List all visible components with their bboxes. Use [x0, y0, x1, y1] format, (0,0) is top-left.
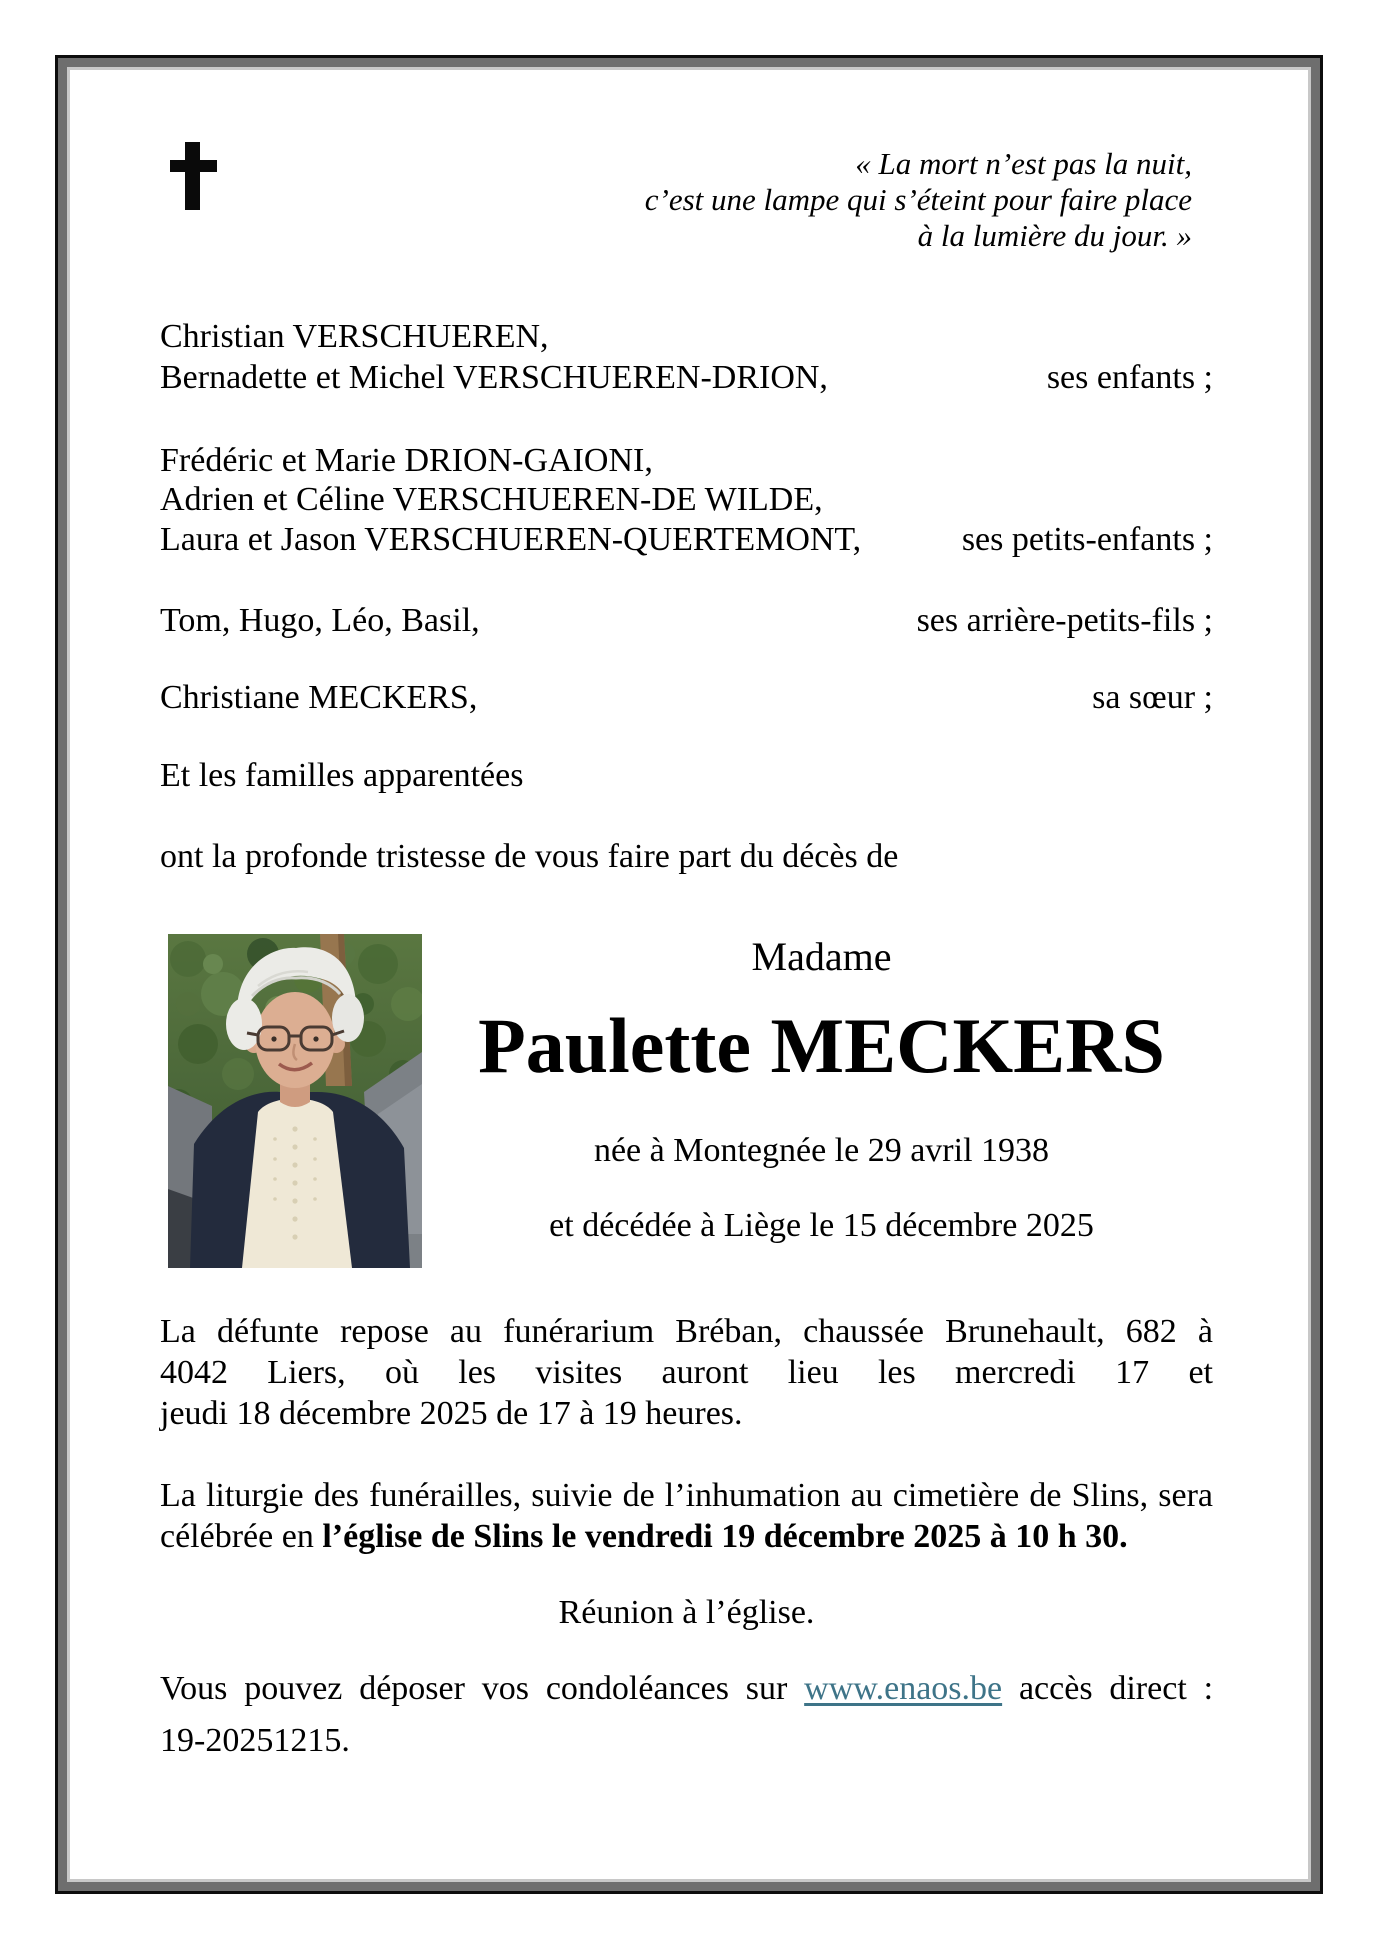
condolence-reference: 19-20251215.	[160, 1722, 350, 1759]
family-names: Laura et Jason VERSCHUEREN-QUERTEMONT,	[160, 521, 862, 558]
deceased-name: Paulette MECKERS	[478, 1002, 1165, 1089]
family-names: Christian VERSCHUEREN,	[160, 318, 549, 355]
family-row	[160, 479, 1213, 520]
family-row	[160, 440, 1213, 481]
liturgy-line: La liturgie des funérailles, suivie de l’inhumation au cimetière de Slins, sera	[160, 1477, 1213, 1514]
liturgy-line: célébrée en l’église de Slins le vendredi 19 décembre 2025 à 10 h 30.	[160, 1518, 1128, 1555]
family-names: Et les familles apparentées	[160, 757, 524, 794]
family-names: Tom, Hugo, Léo, Basil,	[160, 602, 480, 639]
death-line: et décédée à Liège le 15 décembre 2025	[549, 1207, 1094, 1244]
quote-line-1: « La mort n’est pas la nuit,	[855, 146, 1192, 181]
wake-line: jeudi 18 décembre 2025 de 17 à 19 heures.	[160, 1395, 743, 1432]
deceased-title: Madame	[751, 934, 892, 979]
birth-line: née à Montegnée le 29 avril 1938	[593, 1132, 1050, 1169]
family-row	[160, 519, 1213, 560]
quote-line-3: à la lumière du jour. »	[917, 218, 1192, 253]
relation-label: ses enfants ;	[1046, 359, 1213, 396]
family-names: Bernadette et Michel VERSCHUEREN-DRION,	[160, 359, 828, 396]
relation-label: ses arrière-petits-fils ;	[916, 602, 1213, 639]
cross-icon	[170, 142, 217, 210]
family-row	[160, 316, 1213, 357]
announcement-line: ont la profonde tristesse de vous faire part du décès de	[160, 838, 899, 875]
relation-label: ses petits-enfants ;	[961, 521, 1213, 558]
family-row	[160, 600, 1213, 641]
family-row	[160, 755, 1213, 796]
epitaph-quote	[645, 146, 1192, 254]
portrait-photo	[168, 934, 422, 1268]
meeting-line: Réunion à l’église.	[558, 1594, 815, 1631]
quote-line-2: c’est une lampe qui s’éteint pour faire place	[644, 182, 1192, 217]
condolences-line: Vous pouvez déposer vos condoléances sur www.enaos.be accès direct :	[160, 1670, 1214, 1707]
family-names: Frédéric et Marie DRION-GAIONI,	[160, 442, 653, 479]
family-names: Christiane MECKERS,	[160, 679, 478, 716]
family-row	[160, 677, 1213, 718]
wake-line: 4042 Liers, où les visites auront lieu les mercredi 17 et	[160, 1354, 1213, 1391]
enaos-link[interactable]: www.enaos.be	[804, 1670, 1003, 1707]
wake-line: La défunte repose au funérarium Bréban, chaussée Brunehault, 682 à	[160, 1313, 1213, 1350]
relation-label: sa sœur ;	[1092, 679, 1213, 716]
service-datetime: l’église de Slins le vendredi 19 décembre 2025 à 10 h 30.	[322, 1518, 1128, 1555]
family-names: Adrien et Céline VERSCHUEREN-DE WILDE,	[160, 481, 823, 518]
family-row	[160, 357, 1213, 398]
